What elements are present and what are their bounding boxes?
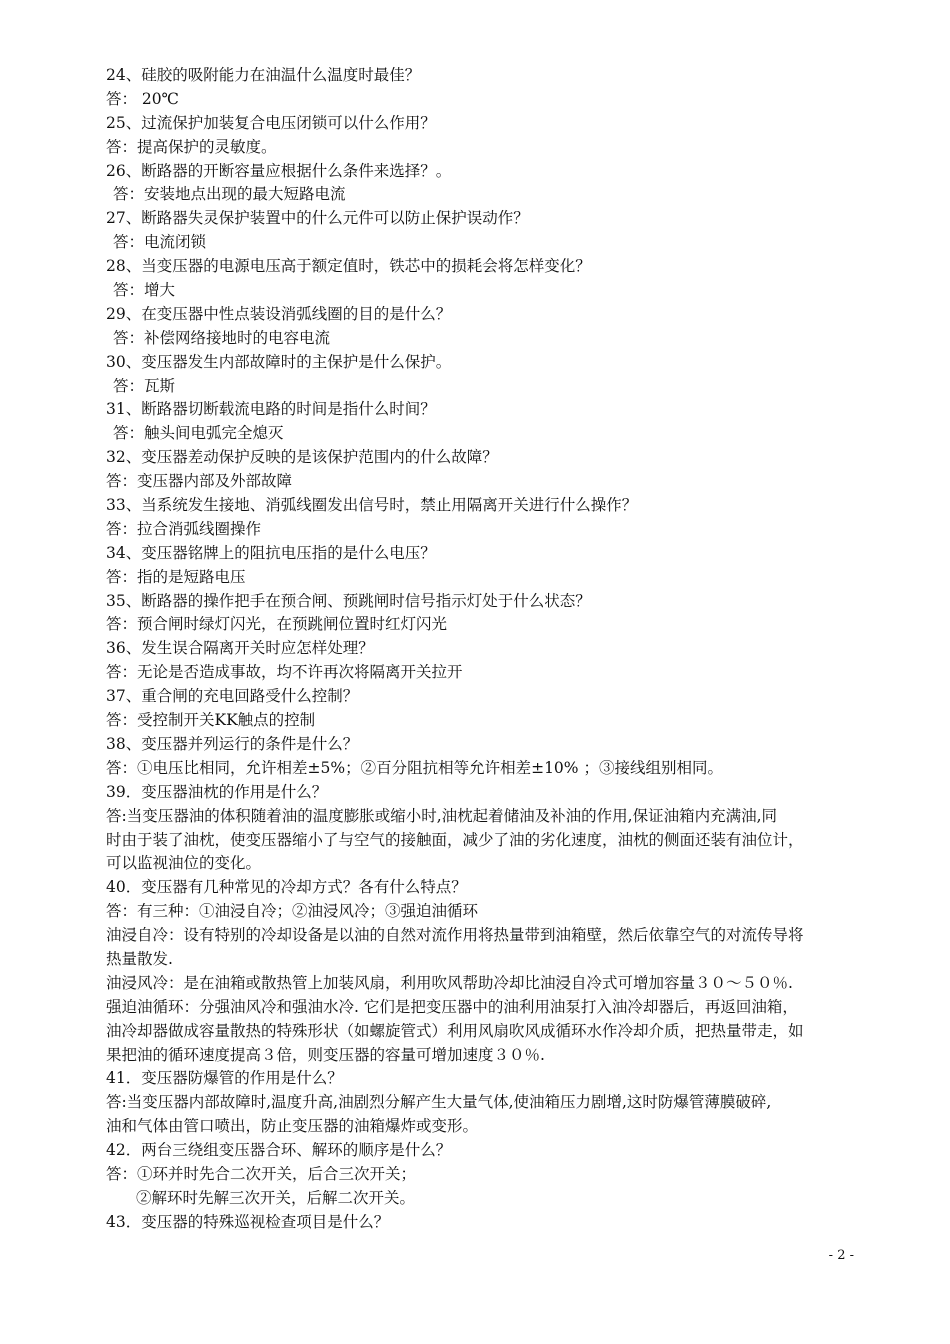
answer-40: 答：有三种：①油浸自冷；②油浸风冷；③强迫油循环: [106, 902, 479, 921]
forced-oil-circulation-line-1: 强迫油循环：分强油风冷和强油水冷. 它们是把变压器中的油利用油泵打入油冷却器后，再返回油箱，: [106, 997, 798, 1016]
question-31: 31、断路器切断载流电路的时间是指什么时间？: [106, 400, 436, 419]
oil-air-cooling: 油浸风冷：是在油箱或散热管上加装风扇，利用吹风帮助冷却比油浸自冷式可增加容量３０～５０％.: [106, 973, 793, 992]
oil-natural-cooling-line-2: 热量散发.: [106, 949, 173, 968]
question-26: 26、断路器的开断容量应根据什么条件来选择？。: [106, 161, 452, 180]
answer-32: 答：变压器内部及外部故障: [106, 472, 293, 491]
question-28: 28、当变压器的电源电压高于额定值时，铁芯中的损耗会将怎样变化？: [106, 257, 591, 276]
answer-38: 答：①电压比相同，允许相差±5%；②百分阻抗相等允许相差±10% ；③接线组别相同。: [106, 758, 723, 777]
answer-33: 答：拉合消弧线圈操作: [106, 519, 262, 538]
question-30: 30、变压器发生内部故障时的主保护是什么保护。: [106, 352, 452, 371]
question-34: 34、变压器铭牌上的阻抗电压指的是什么电压？: [106, 543, 436, 562]
answer-36: 答：无论是否造成事故，均不许再次将隔离开关拉开: [106, 663, 463, 682]
answer-41-line-2: 油和气体由管口喷出，防止变压器的油箱爆炸或变形。: [106, 1117, 479, 1136]
question-39: 39．变压器油枕的作用是什么？: [106, 782, 328, 801]
page-number: - 2 -: [828, 1248, 854, 1263]
answer-39-line-2: 时由于装了油枕，使变压器缩小了与空气的接触面，减少了油的劣化速度，油枕的侧面还装有油位计，: [106, 830, 804, 849]
question-29: 29、在变压器中性点装设消弧线圈的目的是什么？: [106, 304, 452, 323]
question-42: 42．两台三绕组变压器合环、解环的顺序是什么？: [106, 1141, 452, 1160]
forced-oil-circulation-line-3: 果把油的循环速度提高３倍，则变压器的容量可增加速度３０％.: [106, 1045, 545, 1064]
answer-30: 答：瓦斯: [113, 376, 176, 395]
question-41: 41．变压器防爆管的作用是什么？: [106, 1069, 343, 1088]
question-36: 36、发生误合隔离开关时应怎样处理？: [106, 639, 374, 658]
forced-oil-circulation-line-2: 油冷却器做成容量散热的特殊形状（如螺旋管式）利用风扇吹风成循环水作冷却介质，把热量带走，如: [106, 1021, 804, 1040]
answer-39-line-3: 可以监视油位的变化。: [106, 854, 262, 873]
answer-35: 答：预合闸时绿灯闪光，在预跳闸位置时红灯闪光: [106, 615, 448, 634]
answer-24: 答： 20℃: [106, 89, 179, 108]
answer-37: 答：受控制开关KK触点的控制: [106, 711, 316, 730]
question-37: 37、重合闸的充电回路受什么控制？: [106, 687, 359, 706]
question-43: 43．变压器的特殊巡视检查项目是什么？: [106, 1212, 390, 1231]
answer-42-line-2: ②解环时先解三次开关，后解二次开关。: [136, 1188, 416, 1207]
question-27: 27、断路器失灵保护装置中的什么元件可以防止保护误动作？: [106, 209, 529, 228]
answer-28: 答：增大: [113, 281, 176, 300]
document-body: [106, 64, 858, 1235]
answer-29: 答：补偿网络接地时的电容电流: [113, 328, 331, 347]
answer-31: 答：触头间电弧完全熄灭: [113, 424, 284, 443]
question-38: 38、变压器并列运行的条件是什么？: [106, 734, 359, 753]
question-35: 35、断路器的操作把手在预合闸、预跳闸时信号指示灯处于什么状态？: [106, 591, 591, 610]
answer-26: 答：安装地点出现的最大短路电流: [113, 185, 346, 204]
answer-39-line-1: 答:当变压器油的体积随着油的温度膨胀或缩小时,油枕起着储油及补油的作用,保证油箱内充满油,同: [106, 806, 778, 825]
question-33: 33、当系统发生接地、消弧线圈发出信号时，禁止用隔离开关进行什么操作？: [106, 496, 638, 515]
answer-25: 答：提高保护的灵敏度。: [106, 137, 277, 156]
answer-34: 答：指的是短路电压: [106, 567, 246, 586]
question-32: 32、变压器差动保护反映的是该保护范围内的什么故障？: [106, 448, 498, 467]
answer-41-line-1: 答:当变压器内部故障时,温度升高,油剧烈分解产生大量气体,使油箱压力剧增,这时防爆管薄膜破碎,: [106, 1093, 772, 1112]
oil-natural-cooling-line-1: 油浸自冷：设有特别的冷却设备是以油的自然对流作用将热量带到油箱壁，然后依靠空气的对流传导将: [106, 926, 804, 945]
question-24: 24、硅胶的吸附能力在油温什么温度时最佳？: [106, 66, 421, 84]
question-25: 25、过流保护加装复合电压闭锁可以什么作用？: [106, 113, 436, 132]
answer-42-line-1: 答：①环并时先合二次开关，后合三次开关；: [106, 1164, 417, 1183]
question-40: 40．变压器有几种常见的冷却方式？各有什么特点？: [106, 878, 467, 897]
answer-27: 答：电流闭锁: [113, 233, 207, 252]
